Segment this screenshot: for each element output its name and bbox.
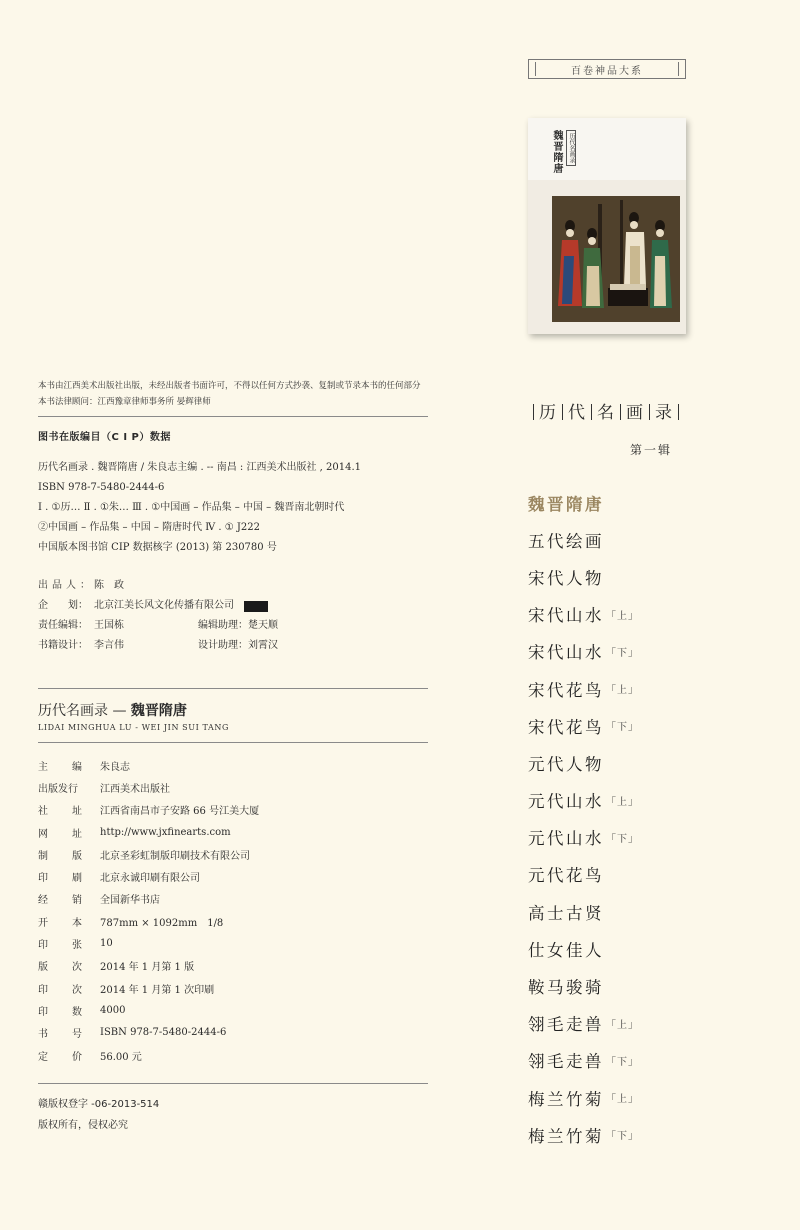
detail-value: 56.00 元 xyxy=(100,1051,142,1063)
volume-part: 「下」 xyxy=(606,1056,639,1068)
notice-line: 本书法律顾问：江西豫章律师事务所 晏辉律师 xyxy=(38,397,211,407)
series-title-char: 录 xyxy=(655,403,673,423)
detail-label xyxy=(38,914,82,929)
detail-label-char: 印 xyxy=(38,873,48,885)
detail-row xyxy=(38,932,438,954)
design-assistant-value: 刘霄汉 xyxy=(248,640,278,651)
design-assistant-label: 设计助理： xyxy=(198,640,248,651)
detail-label-char: 次 xyxy=(72,962,82,974)
detail-label xyxy=(38,1048,82,1063)
cip-heading: 图书在版编目（C I P）数据 xyxy=(38,432,171,443)
detail-label-char: 刷 xyxy=(72,873,82,885)
divider xyxy=(38,742,428,743)
volume-name: 梅兰竹菊 xyxy=(528,1089,604,1109)
designer-label: 书籍设计： xyxy=(38,640,88,651)
cover-painting xyxy=(552,196,680,322)
detail-value: 北京永诚印刷有限公司 xyxy=(100,873,200,885)
cover-subtitle: 历代名画录 xyxy=(566,130,576,166)
volume-item xyxy=(528,856,639,893)
detail-row xyxy=(38,776,438,798)
detail-label xyxy=(38,981,82,996)
staff-row xyxy=(38,596,438,616)
detail-label-char: 编 xyxy=(72,761,82,773)
detail-label-char: 张 xyxy=(72,940,82,952)
detail-label-char: 次 xyxy=(72,984,82,996)
detail-row xyxy=(38,843,438,865)
staff-credits xyxy=(38,576,438,656)
detail-label-char: 版 xyxy=(72,850,82,862)
book-cover-image xyxy=(528,118,686,334)
volume-part: 「下」 xyxy=(606,647,639,659)
detail-value: 全国新华书店 xyxy=(100,895,160,907)
detail-label xyxy=(38,780,100,795)
volume-item xyxy=(528,707,639,744)
book-title-block xyxy=(38,700,229,732)
volume-item xyxy=(528,782,639,819)
cover-title: 魏晋隋唐 xyxy=(551,130,562,174)
volume-item xyxy=(528,1079,639,1116)
detail-label-char: 印 xyxy=(38,940,48,952)
copyright-registration: 赣版权登字 -06-2013-514 xyxy=(38,1099,160,1110)
cip-line: 中国版本图书馆 CIP 数据核字 (2013) 第 230780 号 xyxy=(38,542,277,553)
detail-row xyxy=(38,1022,438,1044)
detail-label-char: 社 xyxy=(38,806,48,818)
detail-value: 朱良志 xyxy=(100,761,130,773)
volume-part: 「下」 xyxy=(606,722,639,734)
staff-row xyxy=(38,636,438,656)
logo-badge xyxy=(244,601,268,612)
volume-name: 元代山水 xyxy=(528,829,604,849)
detail-label-char: 出版发行 xyxy=(38,783,78,795)
publication-details xyxy=(38,754,438,1066)
detail-label xyxy=(38,802,82,817)
title-separator xyxy=(533,404,534,420)
volume-name: 高士古贤 xyxy=(528,903,604,923)
detail-row xyxy=(38,799,438,821)
volume-item xyxy=(528,596,639,633)
detail-label xyxy=(38,958,82,973)
detail-value: 2014 年 1 月第 1 版 xyxy=(100,962,195,974)
detail-label xyxy=(38,891,82,906)
volume-list xyxy=(528,484,639,1153)
detail-row xyxy=(38,910,438,932)
volume-name: 元代人物 xyxy=(528,754,604,774)
edition-label: 第一辑 xyxy=(630,443,673,457)
detail-label xyxy=(38,847,82,862)
title-separator xyxy=(649,404,650,420)
title-separator xyxy=(620,404,621,420)
copyright-notice xyxy=(38,378,430,410)
detail-label-char: 网 xyxy=(38,828,48,840)
series-title-char: 名 xyxy=(597,403,615,423)
detail-label-char: 定 xyxy=(38,1051,48,1063)
editor-label: 责任编辑： xyxy=(38,620,88,631)
detail-value: http://www.jxfinearts.com xyxy=(100,826,231,838)
title-separator xyxy=(678,404,679,420)
detail-value: 787mm × 1092mm 1/8 xyxy=(100,917,224,929)
painting-illustration xyxy=(552,196,680,322)
detail-row xyxy=(38,977,438,999)
volume-name: 翎毛走兽 xyxy=(528,1015,604,1035)
series-label: 百卷神品大系 xyxy=(571,65,643,77)
volume-item xyxy=(528,819,639,856)
volume-part: 「下」 xyxy=(606,1131,639,1143)
series-title-char: 画 xyxy=(626,403,644,423)
planner-label: 企 划： xyxy=(38,600,88,611)
book-title-volume: 魏晋隋唐 xyxy=(130,703,187,719)
series-label-box xyxy=(528,59,686,79)
detail-label xyxy=(38,869,82,884)
copyright-footer xyxy=(38,1094,159,1136)
publisher-value: 陈 政 xyxy=(94,580,124,591)
detail-row xyxy=(38,821,438,843)
detail-row xyxy=(38,999,438,1021)
volume-name: 宋代山水 xyxy=(528,643,604,663)
detail-value: 江西美术出版社 xyxy=(100,783,170,795)
detail-row xyxy=(38,1044,438,1066)
staff-row xyxy=(38,616,438,636)
volume-item xyxy=(528,930,639,967)
detail-label-char: 址 xyxy=(72,828,82,840)
cip-data xyxy=(38,458,438,558)
detail-label-char: 址 xyxy=(72,806,82,818)
title-separator xyxy=(562,404,563,420)
detail-value: 江西省南昌市子安路 66 号江美大厦 xyxy=(100,806,260,818)
detail-value: 10 xyxy=(100,938,113,950)
editor-assistant-value: 楚天顺 xyxy=(248,620,278,631)
volume-name: 翎毛走兽 xyxy=(528,1052,604,1072)
detail-label-char: 版 xyxy=(38,962,48,974)
volume-item-current xyxy=(528,484,639,521)
volume-name: 宋代山水 xyxy=(528,606,604,626)
detail-label-char: 开 xyxy=(38,917,48,929)
volume-part: 「上」 xyxy=(606,796,639,808)
volume-item xyxy=(528,670,639,707)
volume-item xyxy=(528,967,639,1004)
divider xyxy=(38,688,428,689)
notice-line: 本书由江西美术出版社出版，未经出版者书面许可，不得以任何方式抄袭、复制或节录本书的任何部分 xyxy=(38,381,421,391)
detail-label-char: 经 xyxy=(38,895,48,907)
detail-label-char: 号 xyxy=(72,1029,82,1041)
detail-value: 北京圣彩虹制版印刷技术有限公司 xyxy=(100,850,250,862)
volume-name: 宋代花鸟 xyxy=(528,717,604,737)
series-title-char: 代 xyxy=(568,403,586,423)
volume-item xyxy=(528,1116,639,1153)
editor-assistant-label: 编辑助理： xyxy=(198,620,248,631)
detail-label xyxy=(38,936,82,951)
series-title xyxy=(528,398,684,423)
detail-label-char: 价 xyxy=(72,1051,82,1063)
detail-label xyxy=(38,1025,82,1040)
editor-value: 王国栋 xyxy=(94,620,124,631)
planner-value: 北京江美长风文化传播有限公司 xyxy=(94,600,234,611)
series-title-char: 历 xyxy=(539,403,557,423)
detail-row xyxy=(38,955,438,977)
volume-item xyxy=(528,558,639,595)
volume-name: 仕女佳人 xyxy=(528,940,604,960)
cip-line: ②中国画 – 作品集 – 中国 – 隋唐时代 Ⅳ . ① J222 xyxy=(38,522,261,533)
volume-item xyxy=(528,633,639,670)
volume-part: 「上」 xyxy=(606,1094,639,1106)
volume-part: 「上」 xyxy=(606,1019,639,1031)
volume-item xyxy=(528,744,639,781)
detail-row xyxy=(38,754,438,776)
detail-label-char: 制 xyxy=(38,850,48,862)
detail-label xyxy=(38,758,82,773)
volume-part: 「上」 xyxy=(606,610,639,622)
cip-line: Ⅰ . ①历… Ⅱ . ①朱… Ⅲ . ①中国画 – 作品集 – 中国 – 魏晋南北朝时代 xyxy=(38,502,345,513)
divider xyxy=(38,416,428,417)
detail-label xyxy=(38,1003,82,1018)
volume-item xyxy=(528,1042,639,1079)
book-title xyxy=(38,700,229,720)
book-title-main: 历代名画录 — xyxy=(38,703,127,719)
volume-name: 元代山水 xyxy=(528,792,604,812)
detail-label-char: 印 xyxy=(38,984,48,996)
detail-row xyxy=(38,865,438,887)
detail-label xyxy=(38,825,82,840)
rights-reserved: 版权所有，侵权必究 xyxy=(38,1120,128,1131)
detail-value: 4000 xyxy=(100,1004,126,1016)
volume-name: 五代绘画 xyxy=(528,531,604,551)
title-separator xyxy=(591,404,592,420)
detail-value: ISBN 978-7-5480-2444-6 xyxy=(100,1027,227,1039)
volume-name: 梅兰竹菊 xyxy=(528,1126,604,1146)
detail-label-char: 本 xyxy=(72,917,82,929)
detail-label-char: 书 xyxy=(38,1029,48,1041)
cip-line: ISBN 978-7-5480-2444-6 xyxy=(38,482,165,493)
divider xyxy=(38,1083,428,1084)
detail-label-char: 数 xyxy=(72,1006,82,1018)
volume-part: 「下」 xyxy=(606,833,639,845)
volume-name: 魏晋隋唐 xyxy=(528,494,604,514)
detail-label-char: 印 xyxy=(38,1006,48,1018)
detail-label-char: 销 xyxy=(72,895,82,907)
detail-value: 2014 年 1 月第 1 次印刷 xyxy=(100,984,215,996)
detail-row xyxy=(38,888,438,910)
book-title-pinyin: LIDAI MINGHUA LU - WEI JIN SUI TANG xyxy=(38,723,229,732)
volume-name: 元代花鸟 xyxy=(528,866,604,886)
volume-part: 「上」 xyxy=(606,685,639,697)
detail-label-char: 主 xyxy=(38,761,48,773)
designer-value: 李言伟 xyxy=(94,640,124,651)
volume-item xyxy=(528,521,639,558)
volume-name: 宋代花鸟 xyxy=(528,680,604,700)
publisher-label: 出品人： xyxy=(38,580,94,591)
volume-name: 鞍马骏骑 xyxy=(528,978,604,998)
staff-row xyxy=(38,576,438,596)
cip-line: 历代名画录 . 魏晋隋唐 / 朱良志主编 . -- 南昌 : 江西美术出版社 , 2014.1 xyxy=(38,462,361,473)
volume-item xyxy=(528,1005,639,1042)
volume-name: 宋代人物 xyxy=(528,568,604,588)
volume-item xyxy=(528,893,639,930)
